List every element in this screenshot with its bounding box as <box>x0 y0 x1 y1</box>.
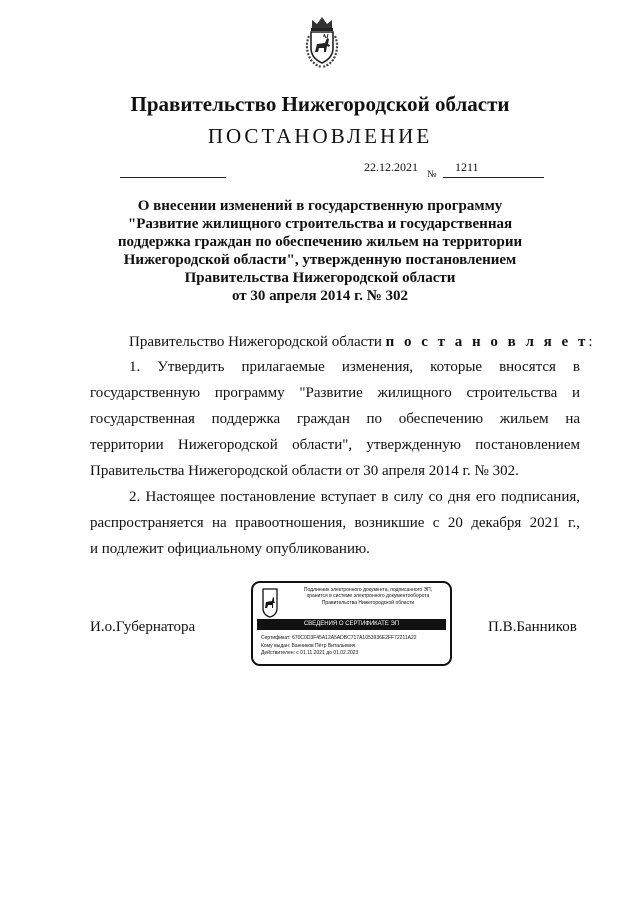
certificate-value: 670C0D3F45A12A5ADBC717A1053936E2FF72211A22 <box>292 635 417 641</box>
signatory-name: П.В.Банников <box>488 619 577 635</box>
date-line-left <box>120 177 226 178</box>
preamble <box>129 334 593 351</box>
preamble-subject: Правительство Нижегородской области <box>129 334 382 350</box>
title-line: от 30 апреля 2014 г. № 302 <box>231 288 409 304</box>
title-line: "Развитие жилищного строительства и государственная <box>127 216 513 232</box>
stamp-certificate-row <box>261 635 449 643</box>
stamp-details <box>261 635 449 658</box>
paragraph-line: 2. Настоящее постановление вступает в силу со дня его подписания, <box>129 489 580 505</box>
paragraph-2 <box>90 484 580 562</box>
paragraph-line: государственная поддержка граждан по обеспечению жильем на <box>90 411 580 427</box>
stamp-header-line: Подлинник электронного документа, подписанного ЭП, <box>303 587 433 593</box>
title-line: О внесении изменений в государственную программу <box>137 198 503 214</box>
owner-value: Банников Пётр Витальевич <box>291 642 356 649</box>
government-name: Правительство Нижегородской области <box>130 92 510 116</box>
validity-label: Действителен: <box>261 650 295 656</box>
paragraph-1 <box>90 354 580 484</box>
owner-label: Кому выдан: <box>261 642 291 649</box>
title-line: поддержка граждан по обеспечению жильем на территории <box>117 234 523 250</box>
decree-number: 1211 <box>455 160 479 174</box>
stamp-certificate-bar: СВЕДЕНИЯ О СЕРТИФИКАТЕ ЭП <box>257 619 446 630</box>
paragraph-line: государственную программу "Развитие жилищного строительства и <box>90 385 580 401</box>
decree-date: 22.12.2021 <box>364 160 418 174</box>
electronic-signature-stamp <box>251 581 452 666</box>
stamp-owner-row <box>261 643 449 651</box>
title-line: Нижегородской области", утвержденную постановлением <box>123 252 517 268</box>
title-line: Правительства Нижегородской области <box>184 270 456 286</box>
stamp-header-line: хранится в системе электронного документооборота <box>306 593 430 600</box>
deer-emblem-icon <box>262 588 278 618</box>
preamble-verb: п о с т а н о в л я е т <box>385 334 589 350</box>
stamp-header <box>287 587 449 606</box>
decree-title <box>90 197 550 305</box>
number-sign: № <box>427 169 437 180</box>
number-line <box>443 177 544 178</box>
preamble-end: : <box>588 334 593 350</box>
document-type: ПОСТАНОВЛЕНИЕ <box>207 124 433 148</box>
validity-value: с 01.11.2021 до 01.02.2023 <box>296 650 359 656</box>
paragraph-line: и подлежит официальному опубликованию. <box>90 541 370 557</box>
coat-of-arms-icon <box>300 14 344 70</box>
paragraph-line: распространяется на правоотношения, возникшие с 20 декабря 2021 г., <box>90 515 580 531</box>
certificate-label: Сертификат: <box>261 635 291 641</box>
paragraph-line: Правительства Нижегородской области от 30 апреля 2014 г. № 302. <box>90 463 519 479</box>
stamp-header-line: Правительства Нижегородской области <box>321 599 415 606</box>
paragraph-line: 1. Утвердить прилагаемые изменения, которые вносятся в <box>129 359 580 375</box>
stamp-validity-row <box>261 650 449 658</box>
paragraph-line: территории Нижегородской области", утвержденную постановлением <box>90 437 580 453</box>
signatory-role: И.о.Губернатора <box>90 619 196 635</box>
